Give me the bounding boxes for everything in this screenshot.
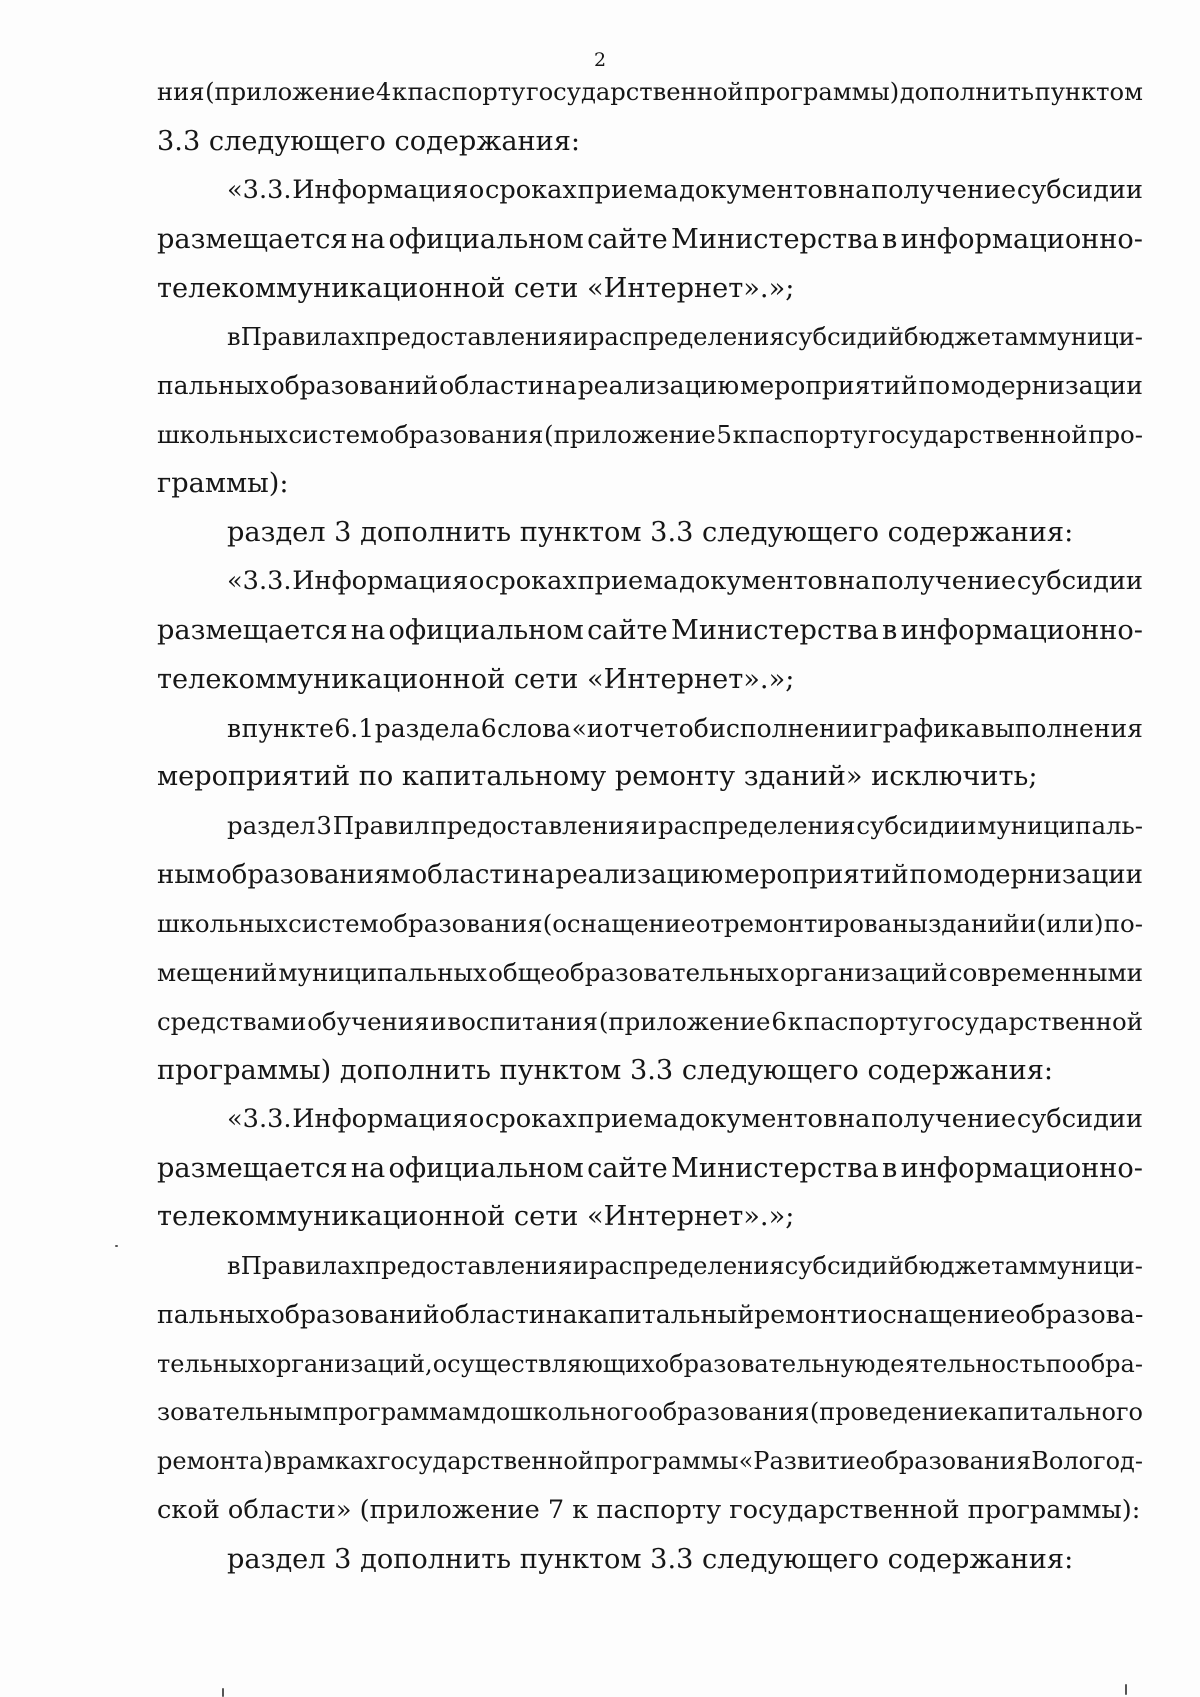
text-line: мероприятий по капитальному ремонту зданий» исключить; xyxy=(157,761,1038,793)
text-line: «3.3. Информация о сроках приема документов на получение субсидии xyxy=(227,1104,1143,1135)
text-line: телекоммуникационной сети «Интернет».»; xyxy=(157,663,795,695)
text-line: пальных образований области на реализацию мероприятий по модернизации xyxy=(157,371,1143,401)
text-line: «3.3. Информация о сроках приема документов на получение субсидии xyxy=(227,566,1143,597)
scan-mark xyxy=(1125,1684,1127,1695)
text-line: граммы): xyxy=(157,468,289,500)
text-line: тельных организаций, осуществляющих образовательную деятельность по обра- xyxy=(157,1349,1143,1378)
text-line: размещается на официальном сайте Министерства в информационно- xyxy=(157,223,1143,255)
text-line: средствами обучения и воспитания (приложение 6 к паспорту государственной xyxy=(157,1006,1143,1036)
text-line: в Правилах предоставления и распределения субсидий бюджетам муници- xyxy=(227,322,1143,351)
text-line: размещается на официальном сайте Министерства в информационно- xyxy=(157,1152,1143,1184)
text-line: 3.3 следующего содержания: xyxy=(157,125,581,157)
text-line: телекоммуникационной сети «Интернет».»; xyxy=(157,1201,795,1233)
text-line: «3.3. Информация о сроках приема документов на получение субсидии xyxy=(227,175,1143,206)
text-line: в пункте 6.1 раздела 6 слова «и отчет об исполнении графика выполнения xyxy=(227,713,1143,743)
text-line: ным образованиям области на реализацию мероприятий по модернизации xyxy=(157,859,1143,890)
text-line: раздел 3 Правил предоставления и распределения субсидии муниципаль- xyxy=(227,811,1143,841)
text-line: мещений муниципальных общеобразовательных организаций современными xyxy=(157,957,1143,987)
text-line: пальных образований области на капитальный ремонт и оснащение образова- xyxy=(157,1300,1144,1330)
scan-mark xyxy=(115,1245,118,1247)
scan-mark xyxy=(222,1688,224,1697)
page-number: 2 xyxy=(593,49,607,71)
text-line: школьных систем образования (оснащение отремонтированы зданий и (или) по- xyxy=(157,909,1143,939)
text-line: ской области» (приложение 7 к паспорту государственной программы): xyxy=(157,1495,1141,1526)
text-line: ремонта) в рамках государственной программы «Развитие образования Вологод- xyxy=(157,1447,1143,1476)
body-text xyxy=(157,68,1143,1584)
text-line: зовательным программам дошкольного образования (проведение капитального xyxy=(157,1398,1143,1427)
text-line: ния (приложение 4 к паспорту государственной программы) дополнить пунктом xyxy=(157,78,1143,107)
text-line: школьных систем образования (приложение 5 к паспорту государственной про- xyxy=(157,420,1143,450)
text-line: размещается на официальном сайте Министерства в информационно- xyxy=(157,614,1143,646)
text-line: раздел 3 дополнить пунктом 3.3 следующего содержания: xyxy=(227,516,1074,548)
text-line: программы) дополнить пунктом 3.3 следующего содержания: xyxy=(157,1054,1054,1086)
text-line: в Правилах предоставления и распределения субсидий бюджетам муници- xyxy=(227,1251,1143,1280)
text-line: раздел 3 дополнить пунктом 3.3 следующего содержания: xyxy=(227,1543,1074,1575)
text-line: телекоммуникационной сети «Интернет».»; xyxy=(157,272,795,304)
